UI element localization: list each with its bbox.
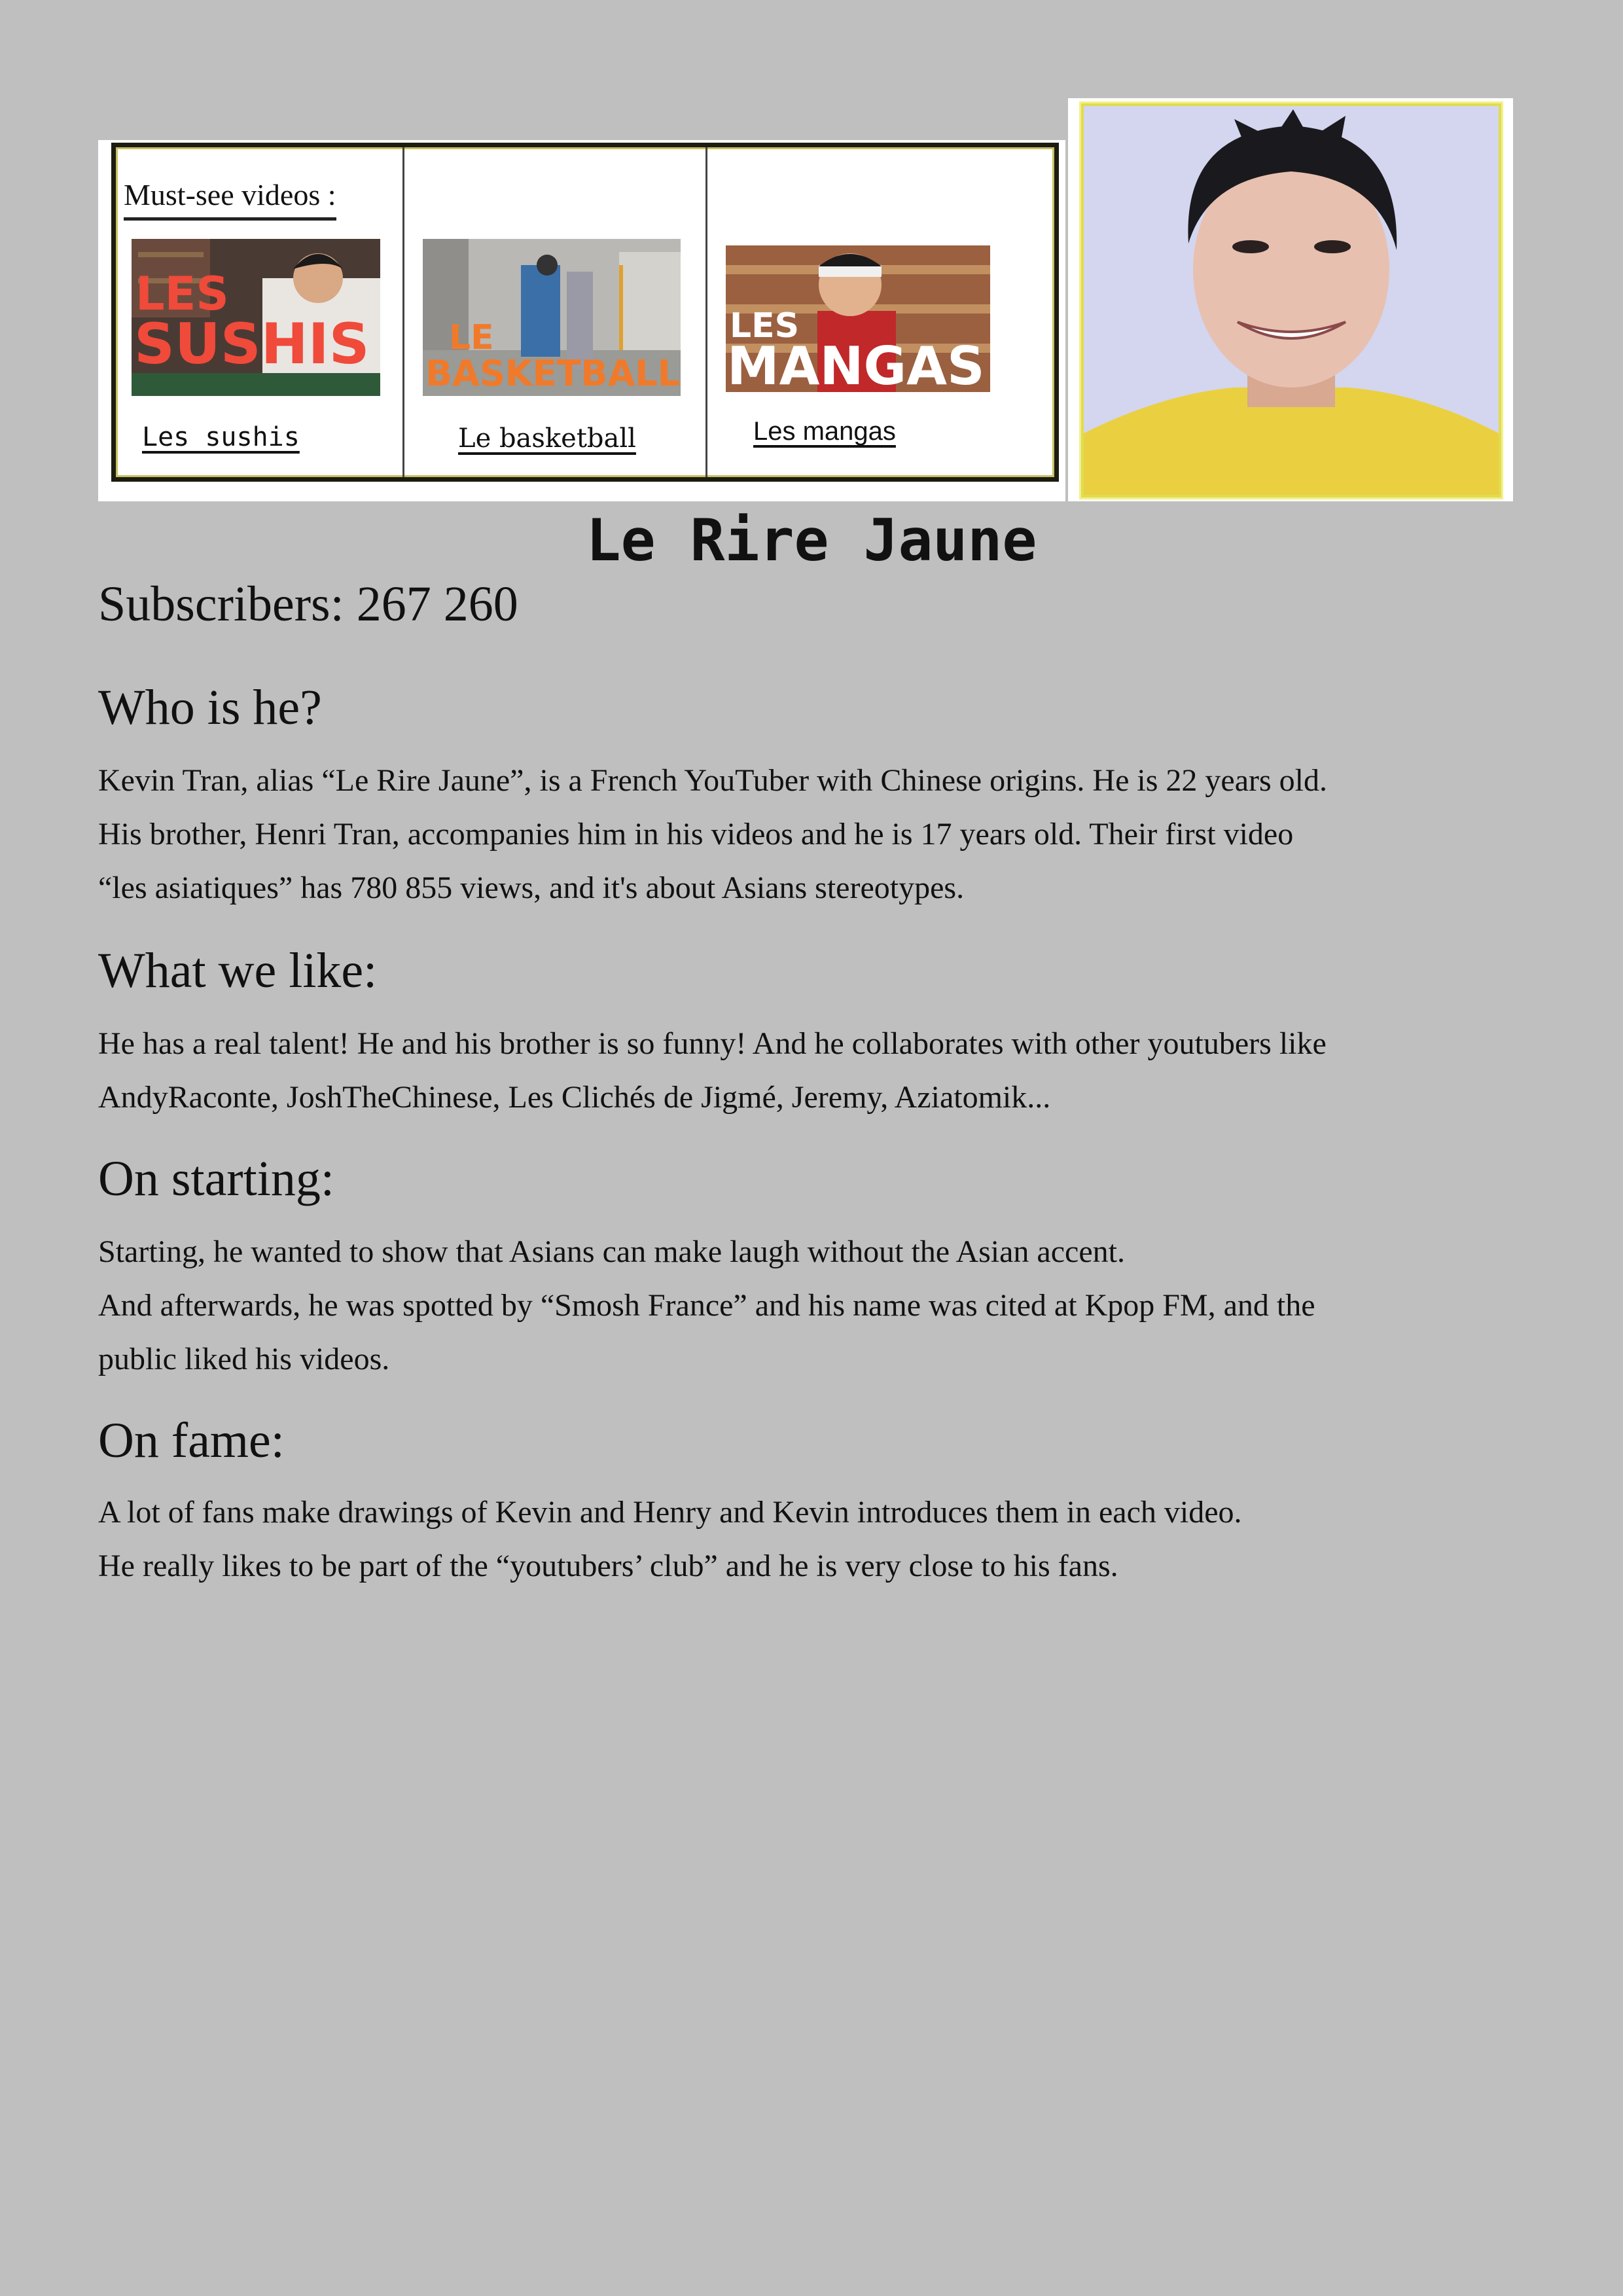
portrait-frame: [1068, 98, 1513, 501]
section-heading-who: Who is he?: [98, 680, 322, 735]
video-thumbnail-mangas[interactable]: [726, 245, 990, 392]
text-line: And afterwards, he was spotted by “Smosh France” and his name was cited at Kpop FM, and the: [98, 1288, 1315, 1323]
section-heading-starting: On starting:: [98, 1151, 334, 1206]
thumb-text-sushis: SUSHIS: [134, 312, 370, 377]
video-link-sushis[interactable]: Les sushis: [142, 422, 300, 452]
text-line: Starting, he wanted to show that Asians can make laugh without the Asian accent.: [98, 1234, 1125, 1269]
section-text-like: [98, 1017, 1525, 1124]
section-heading-like: What we like:: [98, 943, 378, 998]
videos-table: [111, 143, 1059, 482]
section-text-who: [98, 754, 1525, 915]
portrait-photo: [1081, 103, 1501, 497]
must-see-heading: Must-see videos :: [124, 177, 336, 221]
thumb-text-mangas: MANGAS: [727, 336, 985, 392]
thumb-text-basketball: BASKETBALL: [425, 353, 681, 394]
text-line: He has a real talent! He and his brother is so funny! And he collaborates with other youtubers like: [98, 1026, 1327, 1061]
text-line: public liked his videos.: [98, 1342, 390, 1376]
section-heading-fame: On fame:: [98, 1413, 285, 1468]
page-title: Le Rire Jaune: [586, 507, 1037, 574]
text-line: “les asiatiques” has 780 855 views, and it's about Asians stereotypes.: [98, 870, 965, 905]
must-see-videos-banner: [98, 140, 1065, 501]
text-line: AndyRaconte, JoshTheChinese, Les Clichés de Jigmé, Jeremy, Aziatomik...: [98, 1080, 1051, 1115]
video-column-basketball: [402, 147, 705, 477]
thumb-text-les: LES: [135, 267, 229, 321]
section-text-starting: [98, 1225, 1525, 1386]
video-column-sushis: [116, 147, 402, 477]
subscriber-count: Subscribers: 267 260: [98, 577, 518, 632]
video-thumbnail-sushis[interactable]: [132, 239, 380, 396]
text-line: He really likes to be part of the “youtubers’ club” and he is very close to his fans.: [98, 1549, 1118, 1583]
text-line: Kevin Tran, alias “Le Rire Jaune”, is a French YouTuber with Chinese origins. He is 22 years old.: [98, 763, 1327, 798]
video-thumbnail-basketball[interactable]: [423, 239, 681, 396]
thumb-text-le: LE: [449, 318, 494, 357]
text-line: A lot of fans make drawings of Kevin and Henry and Kevin introduces them in each video.: [98, 1495, 1242, 1530]
video-link-mangas[interactable]: Les mangas: [753, 417, 896, 446]
video-link-basketball[interactable]: Le basketball: [458, 423, 636, 454]
thumb-text-les-mangas: LES: [730, 306, 800, 346]
text-line: His brother, Henri Tran, accompanies him in his videos and he is 17 years old. Their first video: [98, 817, 1294, 852]
video-column-mangas: [705, 147, 1054, 477]
section-text-fame: [98, 1486, 1525, 1593]
